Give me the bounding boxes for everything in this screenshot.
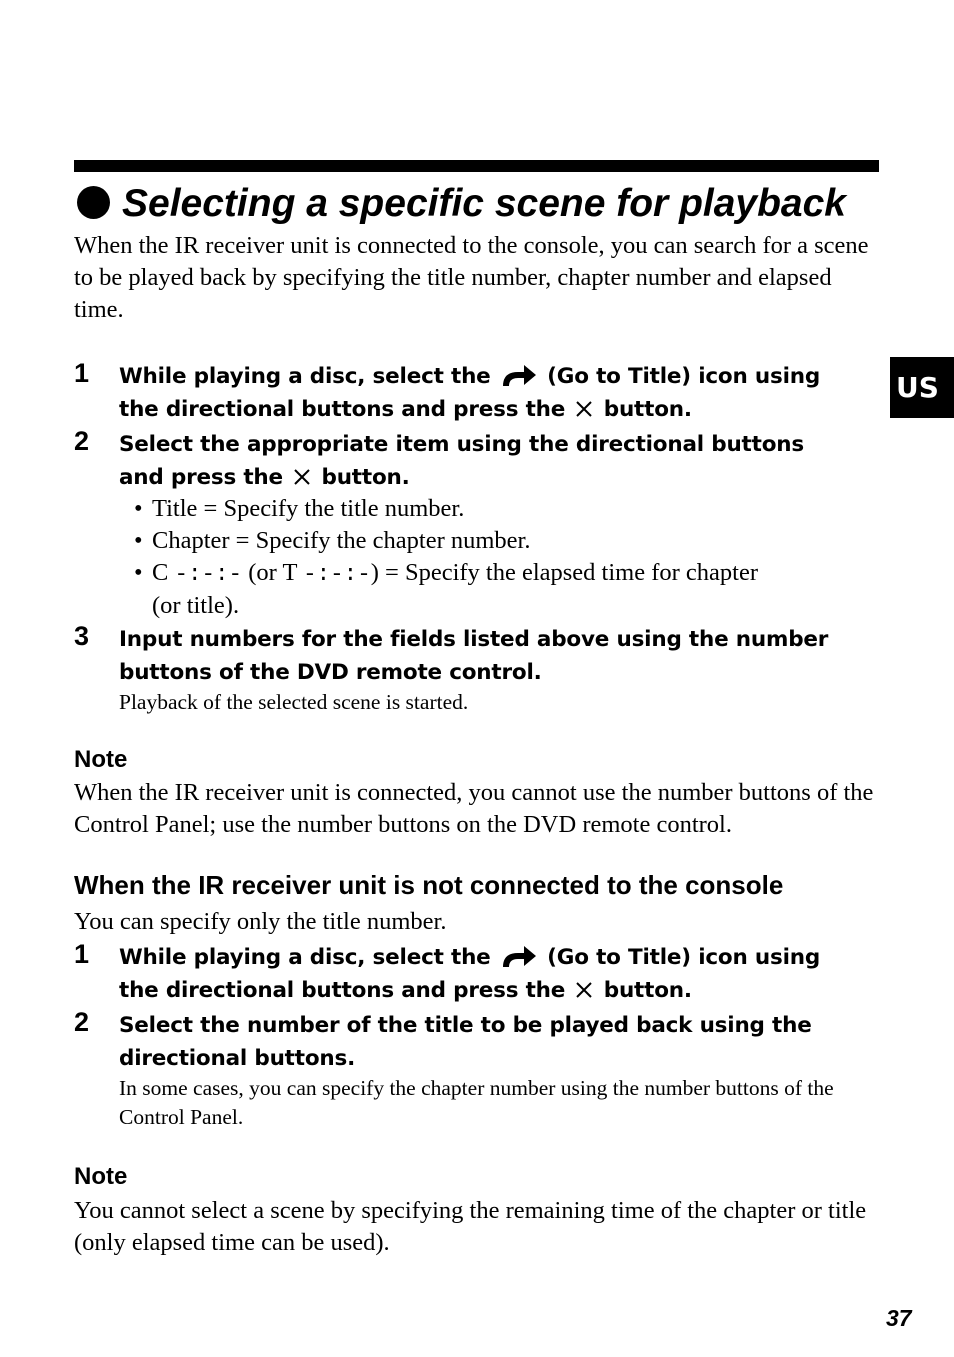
note-text: You cannot select a scene by specifying the remaining time of the chapter or title (only elapsed time can be used). <box>74 1197 867 1256</box>
step-text-part: (Go to Title) icon using the directional buttons and press the <box>119 945 821 1003</box>
step-number: 1 <box>74 939 90 969</box>
connected-step-2 <box>74 428 854 494</box>
list-item-text: ) = Specify the elapsed time for chapter <box>370 559 759 586</box>
not-connected-step-1 <box>74 941 854 1007</box>
note-label: Note <box>74 1163 128 1190</box>
section-intro: When the IR receiver unit is connected to the console, you can search for a scene to be played back by specifying the title number, chapter number and elapsed time. <box>74 232 869 323</box>
step-text-part: Select the appropriate item using the directional buttons and press the <box>119 432 804 490</box>
note-text: When the IR receiver unit is connected, you cannot use the number buttons of the Control Panel; use the number buttons on the DVD remote control. <box>74 779 874 838</box>
time-code: -:-:- <box>303 561 371 587</box>
step-text-part: button. <box>603 397 692 422</box>
bullet-mark: • <box>134 527 143 554</box>
section-top-rule <box>74 160 879 172</box>
step-number: 3 <box>74 621 90 651</box>
step-3-detail: Playback of the selected scene is started. <box>119 690 469 714</box>
list-item-text: C <box>152 559 169 586</box>
subsection-heading: When the IR receiver unit is not connected to the console <box>74 870 784 900</box>
list-item <box>134 525 834 557</box>
bullet-mark: • <box>134 495 143 522</box>
page-number: 37 <box>886 1305 912 1331</box>
step-text-part: While playing a disc, select the <box>119 364 491 389</box>
go-to-title-arrow-icon <box>500 362 538 388</box>
section-title: Selecting a specific scene for playback <box>122 182 846 225</box>
step-2-bullet-list <box>134 493 834 622</box>
bullet-mark: • <box>134 559 143 586</box>
list-item-text: (or T <box>248 559 297 586</box>
cross-button-icon <box>575 400 593 418</box>
step-2-detail: In some cases, you can specify the chapter number using the number buttons of the Control Panel. <box>119 1076 834 1129</box>
section-heading <box>74 180 904 228</box>
go-to-title-arrow-icon <box>500 943 538 969</box>
step-number: 2 <box>74 426 90 456</box>
step-text-part: While playing a disc, select the <box>119 945 491 970</box>
cross-button-icon <box>575 981 593 999</box>
connected-step-1 <box>74 360 854 426</box>
step-text <box>119 428 854 494</box>
list-item <box>134 493 834 525</box>
list-item-text: Title = Specify the title number. <box>152 495 465 522</box>
step-text: Select the number of the title to be played back using the directional buttons. <box>119 1013 812 1071</box>
list-item-text: Chapter = Specify the chapter number. <box>152 527 531 554</box>
connected-step-3 <box>74 623 854 689</box>
step-text-part: (Go to Title) icon using the directional buttons and press the <box>119 364 821 422</box>
time-code: -:-:- <box>174 561 243 587</box>
list-item <box>134 557 834 622</box>
note-label: Note <box>74 746 128 773</box>
step-text: Input numbers for the fields listed above using the number buttons of the DVD remote control. <box>119 627 829 685</box>
language-tab: US <box>890 357 954 418</box>
step-text <box>119 360 854 426</box>
list-item-text: (or title). <box>152 592 240 619</box>
filled-circle-icon <box>77 186 110 219</box>
step-text-part: button. <box>603 978 692 1003</box>
step-text <box>119 941 854 1007</box>
step-number: 2 <box>74 1007 90 1037</box>
step-number: 1 <box>74 358 90 388</box>
subsection-intro: You can specify only the title number. <box>74 908 447 935</box>
step-text-part: button. <box>321 465 410 490</box>
cross-button-icon <box>293 468 311 486</box>
not-connected-step-2 <box>74 1009 854 1075</box>
